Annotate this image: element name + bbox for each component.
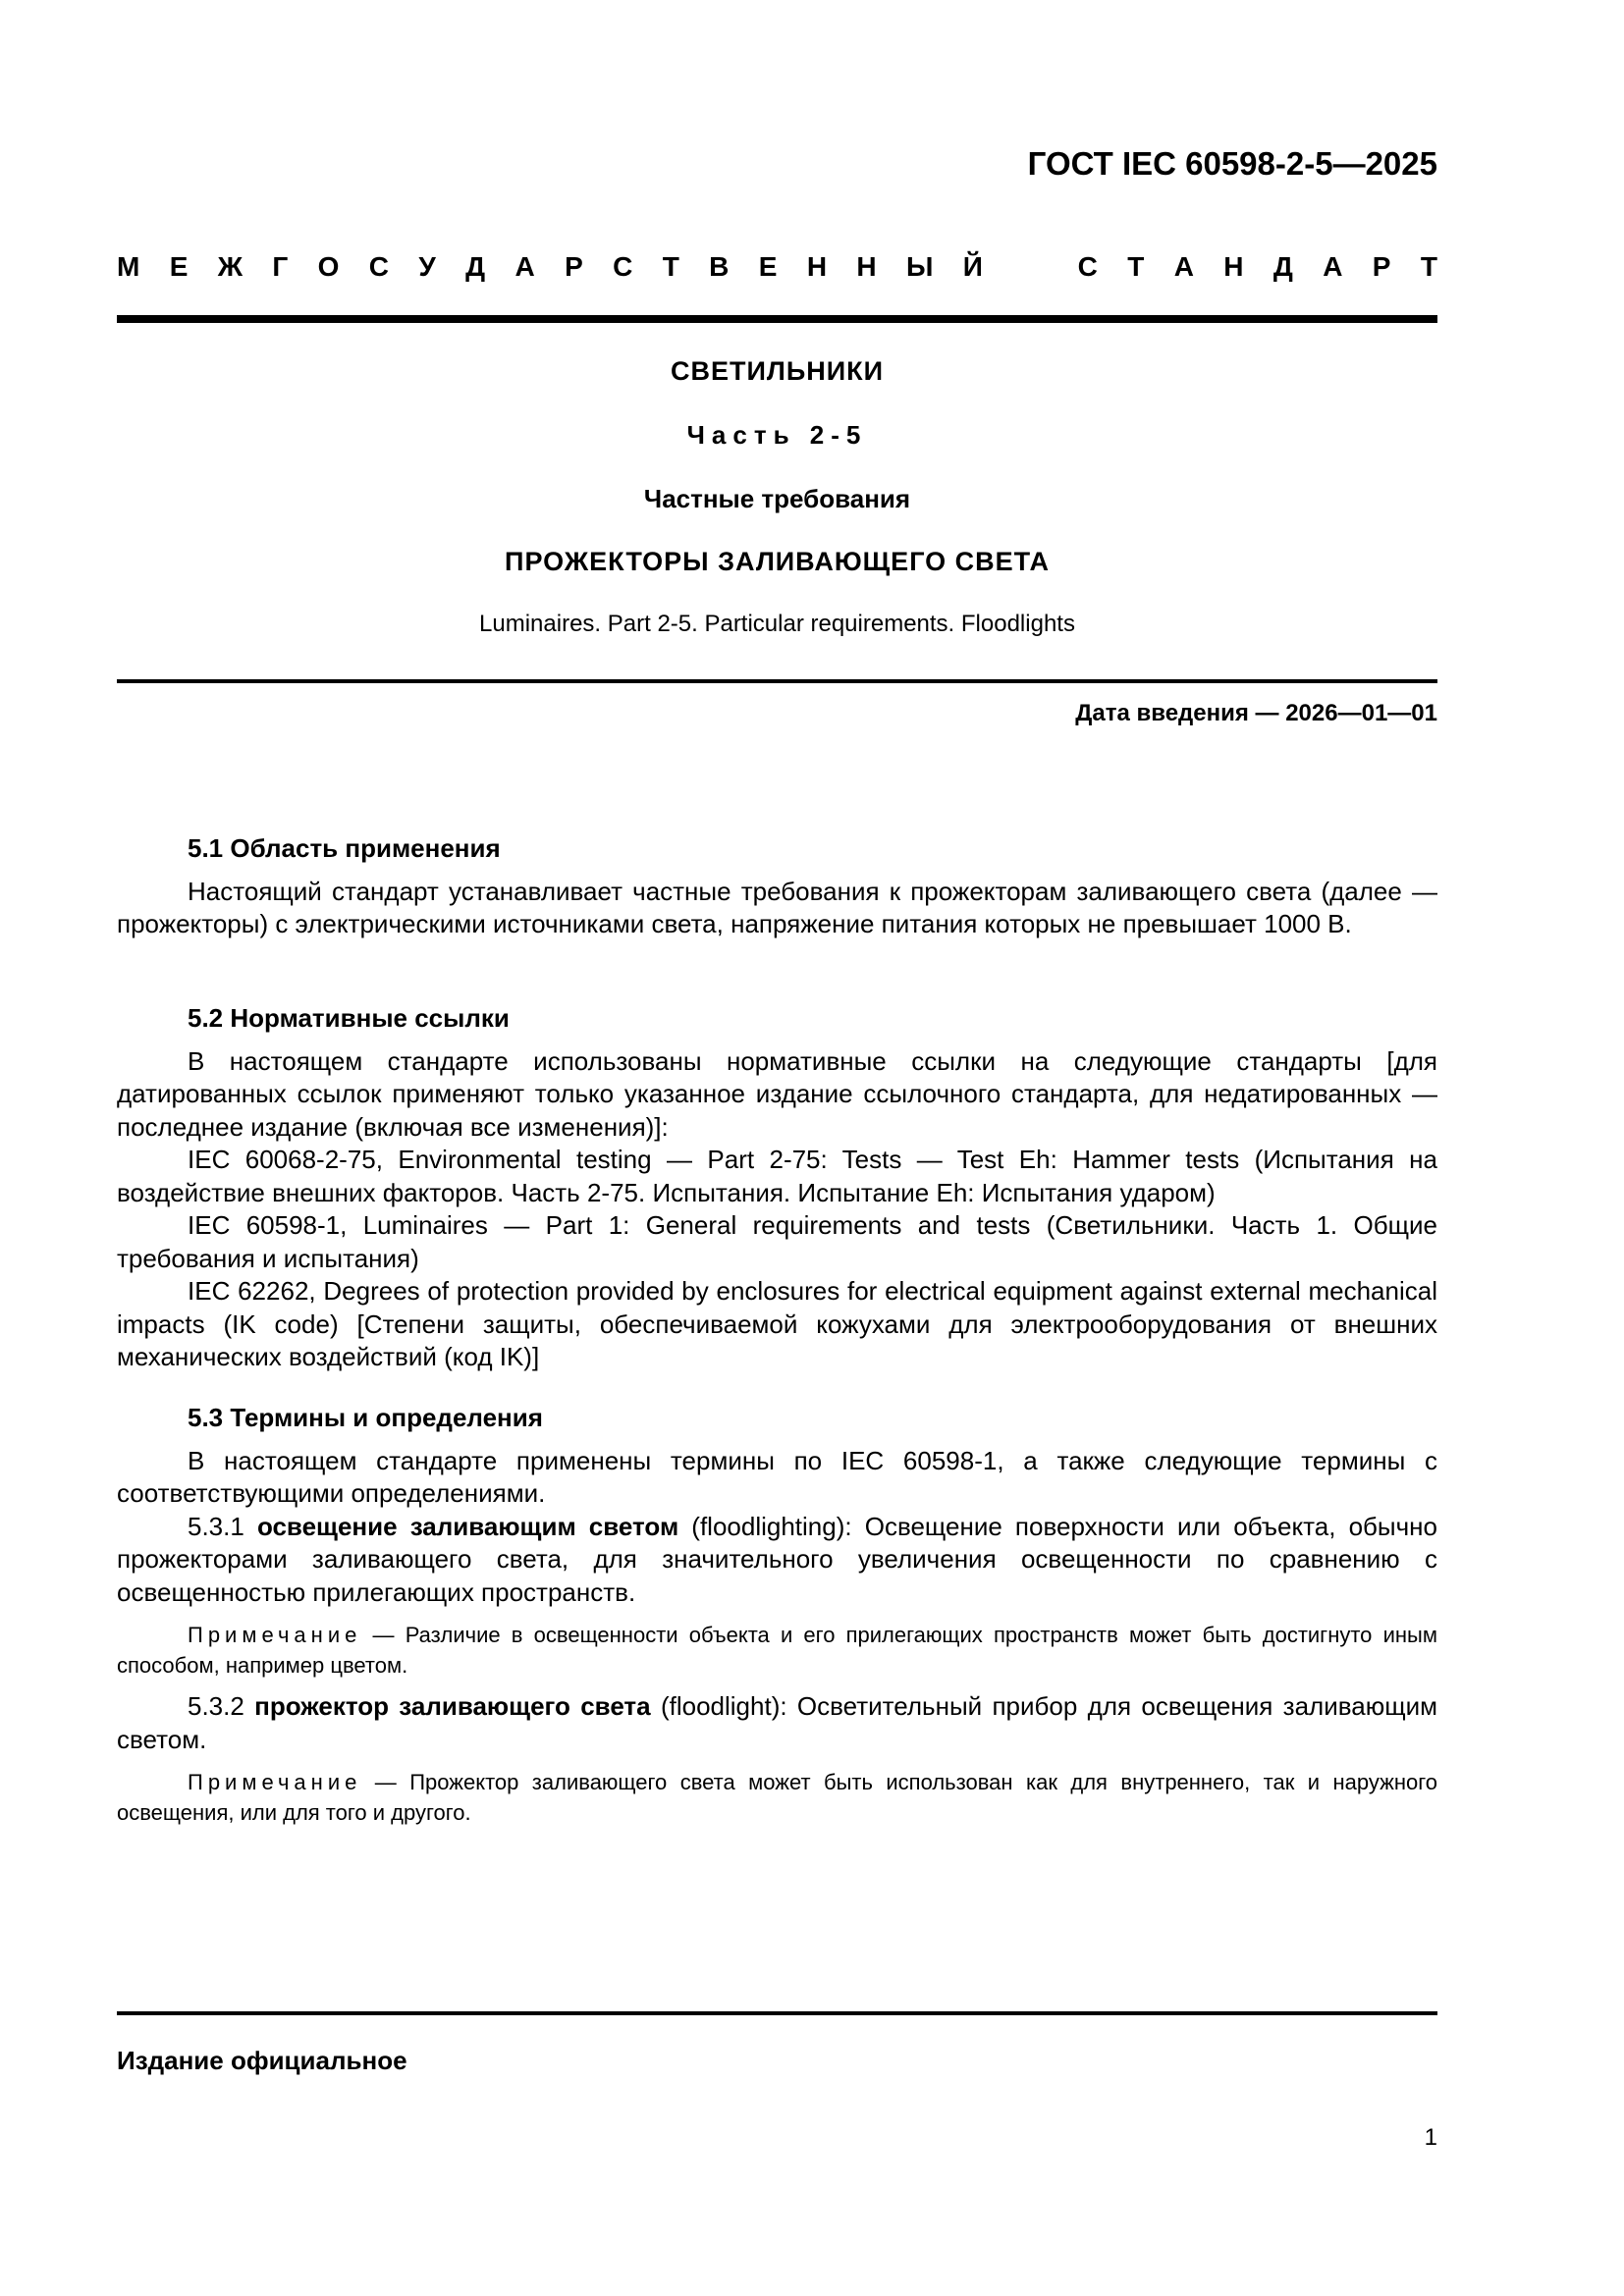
banner-letter: А (514, 251, 535, 282)
document-code: ГОСТ IEC 60598-2-5—2025 (1027, 145, 1437, 182)
document-title: СВЕТИЛЬНИКИ (670, 356, 885, 386)
banner-letter: Р (1372, 251, 1391, 282)
section-heading: 5.2 Нормативные ссылки (188, 1003, 510, 1033)
subtitle: Частные требования (643, 484, 911, 513)
banner-letter: С (368, 251, 390, 282)
reference-item: IEC 62262, Degrees of protection provided by enclosures for electrical equipment against external mechanical impacts (IK code) [Степени защиты, обеспечиваемой кожухами для электрооборудования от внешних механических воздействий (код IK)] (117, 1276, 1437, 1371)
reference-item: IEC 60598-1, Luminaires — Part 1: General requirements and tests (Светильники. Часть 1. Общие требования и испытания) (117, 1210, 1437, 1273)
note-label: Примечание (188, 1623, 362, 1647)
note-2 (117, 1767, 1437, 1828)
note-label: Примечание (188, 1770, 362, 1794)
banner-gap (1012, 251, 1048, 283)
banner-letter: Е (758, 251, 778, 282)
reference-item: IEC 60068-2-75, Environmental testing — Part 2-75: Tests — Test Eh: Hammer tests (Испытания на воздействие внешних факторов. Часть 2-75. Испытания. Испытание Eh: Испытания ударом) (117, 1145, 1437, 1207)
banner-letter: Р (565, 251, 583, 282)
paragraph: В настоящем стандарте использованы нормативные ссылки на следующие стандарты [для датированных ссылок применяют только указанное издание ссылочного стандарта, для недатированных — последнее издание (включая все изменения)]: (117, 1045, 1437, 1142)
banner-letter: Е (169, 251, 189, 282)
term-definition: (floodlight): Осветительный прибор для освещения заливающим светом. (117, 1691, 1437, 1754)
standard-banner (117, 251, 1437, 283)
banner-letter: В (709, 251, 730, 282)
term-number: 5.3.2 (188, 1691, 244, 1721)
document-subtitle: ПРОЖЕКТОРЫ ЗАЛИВАЮЩЕГО СВЕТА (505, 547, 1050, 576)
banner-letter: С (613, 251, 633, 282)
banner-letter: Н (856, 251, 877, 282)
footer-rule (117, 2011, 1437, 2015)
banner-letter: Г (272, 251, 289, 282)
introduction-date: Дата введения — 2026—01—01 (1075, 700, 1437, 726)
english-title: Luminaires. Part 2-5. Particular requirements. Floodlights (479, 611, 1075, 637)
banner-letter: А (1323, 251, 1343, 282)
official-edition-label: Издание официальное (117, 2046, 407, 2075)
banner-letter: Т (1127, 251, 1145, 282)
term-5-3-2 (117, 1690, 1437, 1756)
section-5-1 (117, 832, 1437, 941)
banner-letter: О (317, 251, 340, 282)
banner-letter: Т (1420, 251, 1437, 282)
banner-letter: Д (1272, 251, 1293, 282)
banner-letter: Н (806, 251, 828, 282)
title-rule (117, 679, 1437, 683)
banner-letter: Н (1223, 251, 1244, 282)
note-text: — Различие в освещенности объекта и его прилегающих пространств может быть достигнуто иным способом, например цветом. (117, 1623, 1437, 1678)
banner-letter: Т (662, 251, 679, 282)
note-1 (117, 1620, 1437, 1681)
banner-letter: С (1077, 251, 1098, 282)
section-5-3 (117, 1402, 1437, 1828)
part-label: Часть 2-5 (686, 420, 868, 450)
page-number: 1 (1424, 2124, 1437, 2151)
term-5-3-1 (117, 1511, 1437, 1610)
banner-letter: Й (962, 251, 983, 282)
banner-letter: Д (465, 251, 486, 282)
term-number: 5.3.1 (188, 1511, 244, 1541)
banner-letter: У (418, 251, 436, 282)
banner-letter: Ж (217, 251, 244, 282)
section-heading: 5.3 Термины и определения (188, 1403, 543, 1432)
paragraph: В настоящем стандарте применены термины по IEC 60598-1, а также следующие термины с соответствующими определениями. (117, 1445, 1437, 1508)
note-text: — Прожектор заливающего света может быть использован как для внутреннего, так и наружного освещения, или для того и другого. (117, 1770, 1437, 1825)
header-rule (117, 315, 1437, 323)
banner-letter: М (117, 251, 140, 282)
term-definition: (floodlighting): Освещение поверхности или объекта, обычно прожекторами заливающего света, для значительного увеличения освещенности по сравнению с освещенностью прилегающих пространств. (117, 1511, 1437, 1607)
section-5-2 (117, 1002, 1437, 1374)
paragraph: Настоящий стандарт устанавливает частные требования к прожекторам заливающего света (далее — прожекторы) с электрическими источниками света, напряжение питания которых не превышает 1000 В. (117, 876, 1437, 938)
banner-letter: Ы (906, 251, 934, 282)
term-name: прожектор заливающего света (254, 1691, 651, 1721)
banner-letter: А (1173, 251, 1194, 282)
term-name: освещение заливающим светом (256, 1511, 679, 1541)
section-heading: 5.1 Область применения (188, 833, 501, 863)
